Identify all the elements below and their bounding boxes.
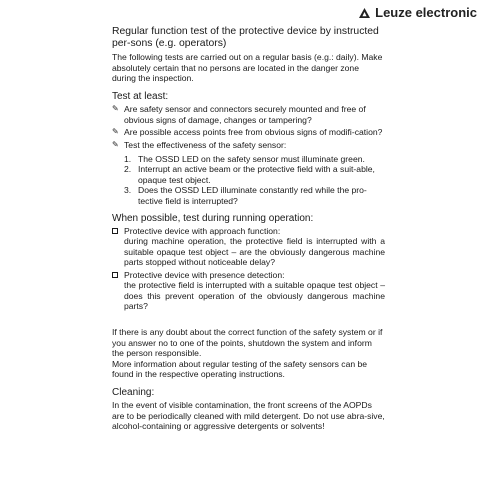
- running-operation-list: [112, 226, 385, 311]
- test-checklist: [112, 104, 385, 150]
- page-title: Regular function test of the protective device by instructed per-sons (e.g. operators): [112, 26, 379, 49]
- step-item: 2. Interrupt an active beam or the protective field with a suit-able, opaque test object.: [124, 164, 375, 185]
- leuze-logo-icon: [359, 8, 370, 18]
- pencil-check-icon: ✎: [112, 139, 119, 149]
- test-steps: [112, 154, 385, 206]
- brand-header: [359, 5, 477, 20]
- test-at-least-heading: Test at least:: [112, 91, 169, 103]
- step-item: 1. The OSSD LED on the safety sensor must illuminate green.: [124, 154, 365, 165]
- running-item: Protective device with approach function: during machine operation, the protective field is interrupted with a suitable opaque test object – are the obviously dangerous machine parts stopped without noticeable delay?: [112, 226, 385, 268]
- pencil-check-icon: ✎: [112, 127, 119, 137]
- running-item: Protective device with presence detection: the protective field is interrupted with a suitable opaque test object – does this prevent operation of the obviously dangerous machine parts?: [112, 270, 385, 312]
- doubt-paragraph: If there is any doubt about the correct function of the safety system or if you answer no to one of the points, shutdown the system and inform the person responsible.: [112, 327, 383, 359]
- checklist-item: ✎ Test the effectiveness of the safety sensor:: [112, 139, 287, 150]
- checklist-item: ✎ Are possible access points free from obvious signs of modifi-cation?: [112, 127, 383, 138]
- cleaning-paragraph: In the event of visible contamination, the front screens of the AOPDs are to be periodically cleaned with mild detergent. Do not use abra-sive, alcohol-containing or aggressive detergents or solvents!: [112, 400, 385, 432]
- more-info-paragraph: More information about regular testing of the safety sensors can be found in the respective operating instructions.: [112, 358, 368, 379]
- brand-name: Leuze electronic: [375, 5, 477, 20]
- pencil-check-icon: ✎: [112, 104, 119, 114]
- checkbox-icon: [112, 272, 118, 278]
- instructions-content: [112, 26, 385, 432]
- cleaning-heading: Cleaning:: [112, 387, 155, 399]
- step-item: 3. Does the OSSD LED illuminate constantly red while the pro-tective field is interrupted?: [124, 185, 367, 206]
- checklist-item: ✎ Are safety sensor and connectors securely mounted and free of obvious signs of damage, changes or tampering?: [112, 104, 366, 125]
- intro-paragraph: The following tests are carried out on a regular basis (e.g.: daily). Make absolutely certain that no persons are located in the danger zone during the inspection.: [112, 52, 383, 83]
- running-operation-heading: When possible, test during running operation:: [112, 213, 314, 225]
- checkbox-icon: [112, 228, 118, 234]
